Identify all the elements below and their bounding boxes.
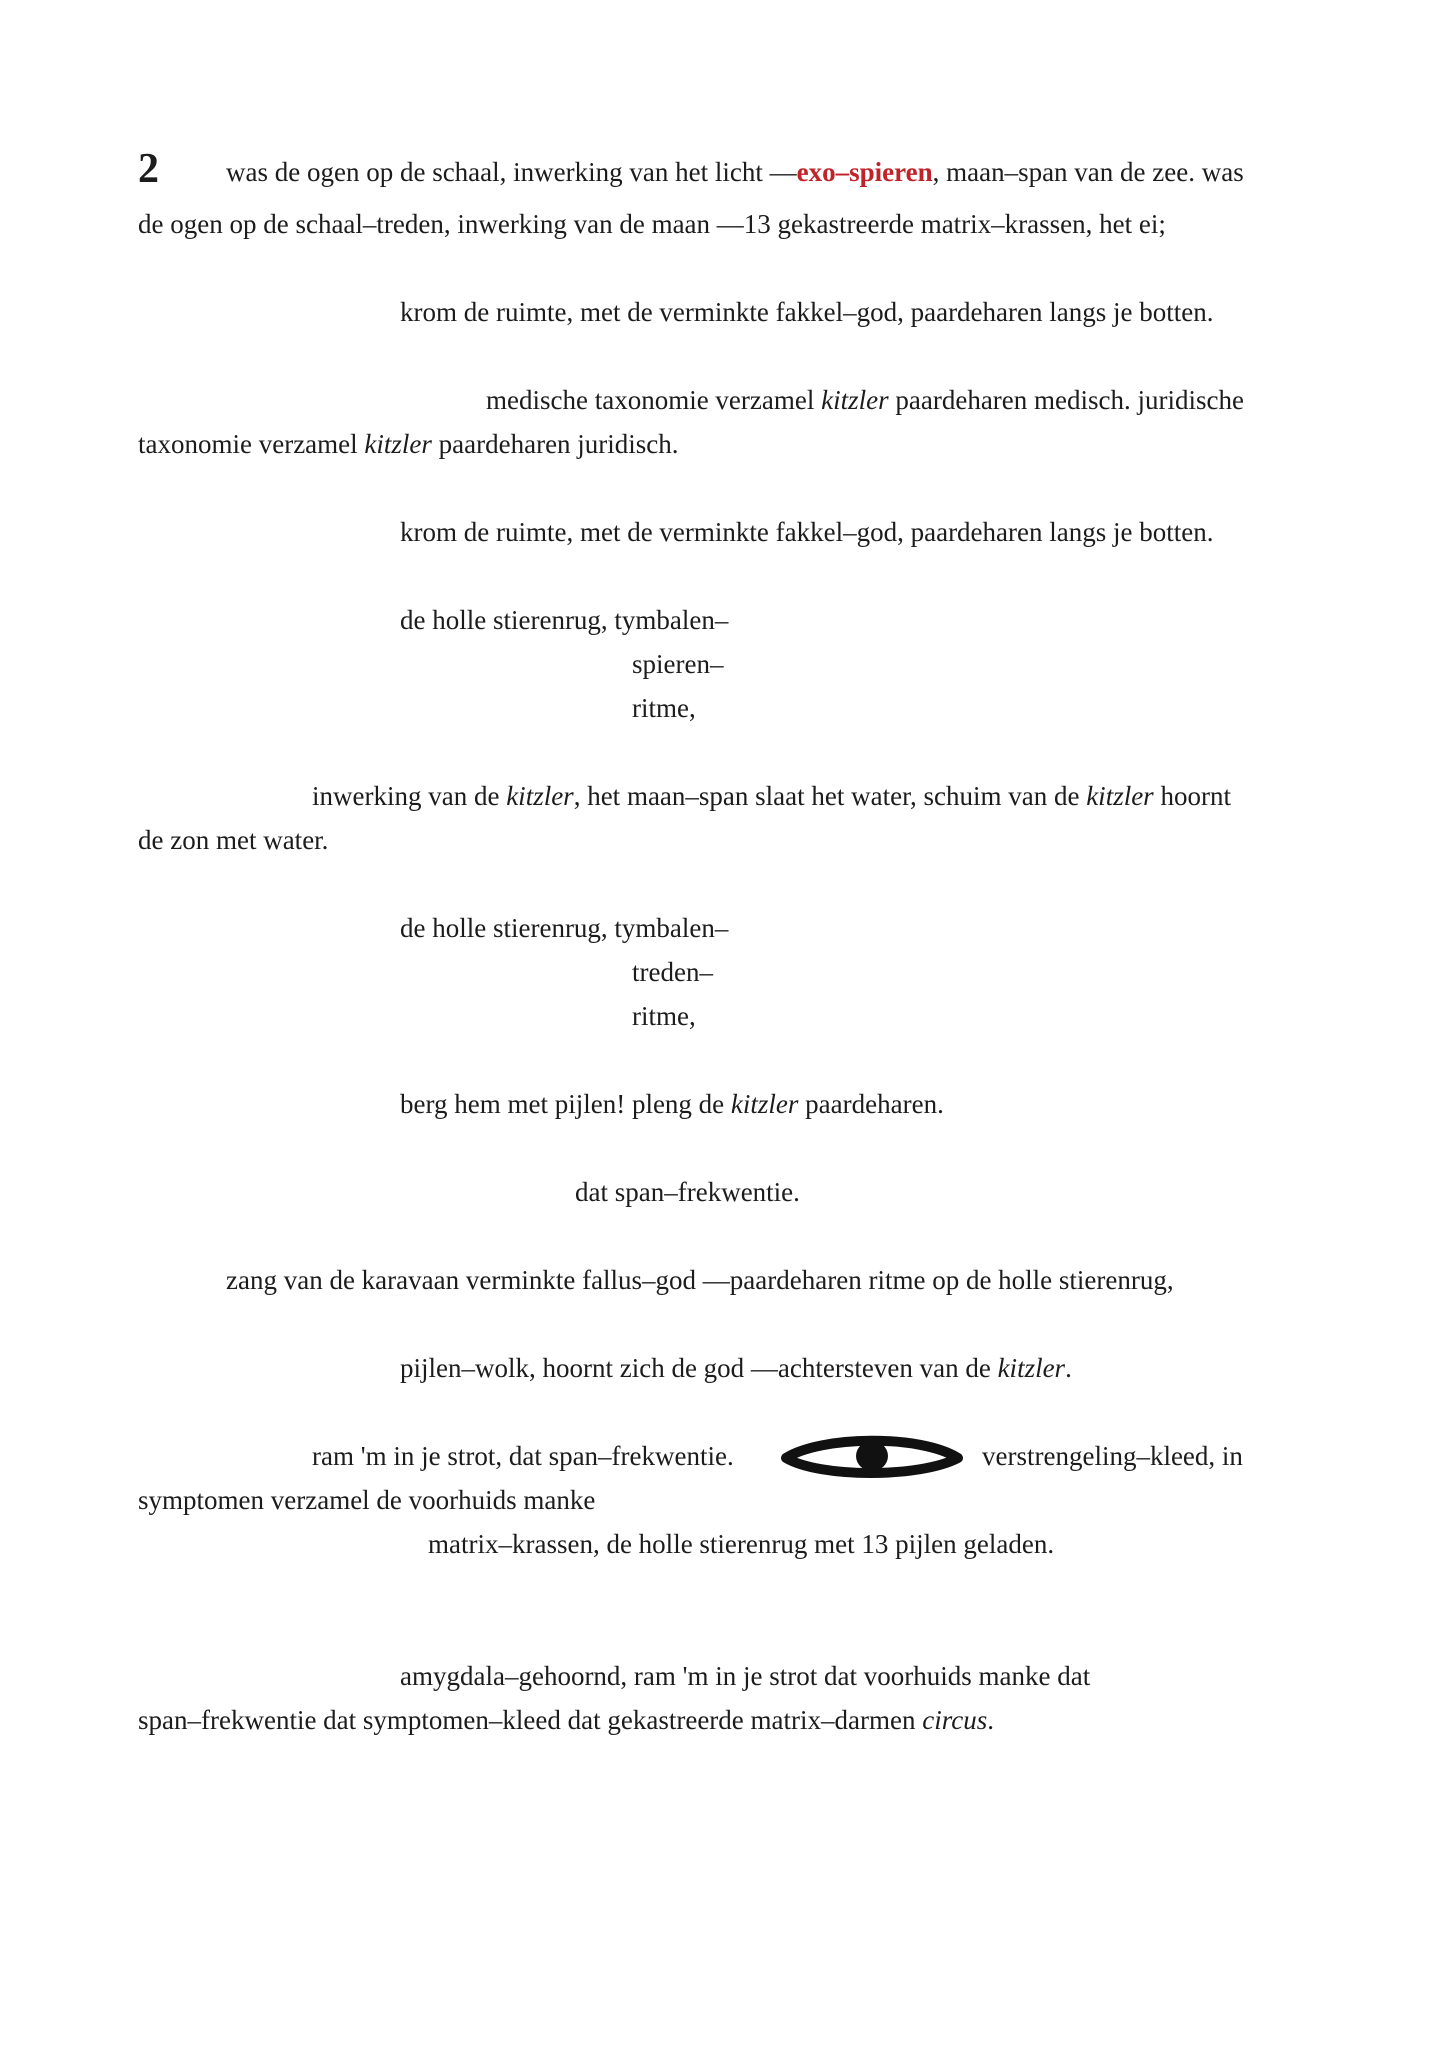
stanza-5-line-1: de holle stierenrug, tymbalen– xyxy=(400,913,729,943)
stanza-6-text-a: berg hem met pijlen! pleng de xyxy=(400,1089,731,1119)
stanza-4-text-b: , het maan–span slaat het water, schuim van de xyxy=(573,781,1087,811)
stanza-1-text-b: , maan–span van de zee. was xyxy=(932,157,1244,187)
stanza-11-text-a: span–frekwentie dat symptomen–kleed dat gekastreerde matrix–darmen xyxy=(138,1705,923,1735)
stanza-10-line-2: symptomen verzamel de voorhuids manke xyxy=(138,1485,596,1515)
stanza-8-line-1: zang van de karavaan verminkte fallus–god —paardeharen ritme op de holle stierenrug, xyxy=(226,1265,1174,1295)
stanza-2-italic-1: kitzler xyxy=(821,385,889,415)
stanza-2-text-a: medische taxonomie verzamel xyxy=(486,385,822,415)
stanza-3-line-2: spieren– xyxy=(632,649,724,679)
stanza-2-text-c: taxonomie verzamel xyxy=(138,429,365,459)
stanza-4-italic-2: kitzler xyxy=(1086,781,1154,811)
stanza-11-line-2 xyxy=(138,1704,994,1736)
stanza-10-line-3: matrix–krassen, de holle stierenrug met 13 pijlen geladen. xyxy=(428,1529,1055,1559)
stanza-2-line-2 xyxy=(138,428,679,460)
stanza-3-line-3: ritme, xyxy=(632,693,696,723)
stanza-1-line-2: de ogen op de schaal–treden, inwerking van de maan —13 gekastreerde matrix–krassen, het ei; xyxy=(138,209,1166,239)
eye-icon xyxy=(780,1428,964,1486)
stanza-4-text-c: hoornt xyxy=(1153,781,1231,811)
stanza-4-text-a: inwerking van de xyxy=(312,781,507,811)
stanza-9-italic-1: kitzler xyxy=(997,1353,1066,1383)
stanza-5-line-3: ritme, xyxy=(632,1001,696,1031)
stanza-10-line-1-b: verstrengeling–kleed, in xyxy=(982,1441,1243,1471)
stanza-11-italic-1: circus xyxy=(922,1705,988,1735)
stanza-11-line-1: amygdala–gehoornd, ram 'm in je strot dat voorhuids manke dat xyxy=(400,1661,1091,1691)
stanza-4-line-2: de zon met water. xyxy=(138,825,329,855)
refrain-2: krom de ruimte, met de verminkte fakkel–god, paardeharen langs je botten. xyxy=(400,517,1214,547)
stanza-2-text-b: paardeharen medisch. juridische xyxy=(888,385,1244,415)
stanza-3-line-1: de holle stierenrug, tymbalen– xyxy=(400,605,729,635)
page-number: 2 xyxy=(138,146,159,192)
stanza-1-text-a: was de ogen op de schaal, inwerking van het licht — xyxy=(226,157,797,187)
stanza-6-text-b: paardeharen. xyxy=(798,1089,944,1119)
highlight-exo-spieren: exo–spieren xyxy=(796,157,933,187)
refrain-1: krom de ruimte, met de verminkte fakkel–god, paardeharen langs je botten. xyxy=(400,297,1214,327)
stanza-11-text-b: . xyxy=(987,1705,994,1735)
stanza-6-italic-1: kitzler xyxy=(730,1089,799,1119)
stanza-9-text-b: . xyxy=(1065,1353,1072,1383)
stanza-9-text-a: pijlen–wolk, hoornt zich de god —achtersteven van de xyxy=(400,1353,998,1383)
stanza-2-line-1 xyxy=(486,384,1244,416)
stanza-4-italic-1: kitzler xyxy=(506,781,574,811)
stanza-2-italic-2: kitzler xyxy=(364,429,432,459)
stanza-1-line-1 xyxy=(226,156,1244,188)
stanza-2-text-d: paardeharen juridisch. xyxy=(431,429,679,459)
stanza-7-line-1: dat span–frekwentie. xyxy=(575,1177,800,1207)
stanza-5-line-2: treden– xyxy=(632,957,713,987)
stanza-9-line-1 xyxy=(400,1352,1072,1384)
stanza-10-line-1-a: ram 'm in je strot, dat span–frekwentie. xyxy=(312,1441,734,1471)
stanza-6-line-1 xyxy=(400,1088,944,1120)
stanza-4-line-1 xyxy=(312,780,1231,812)
